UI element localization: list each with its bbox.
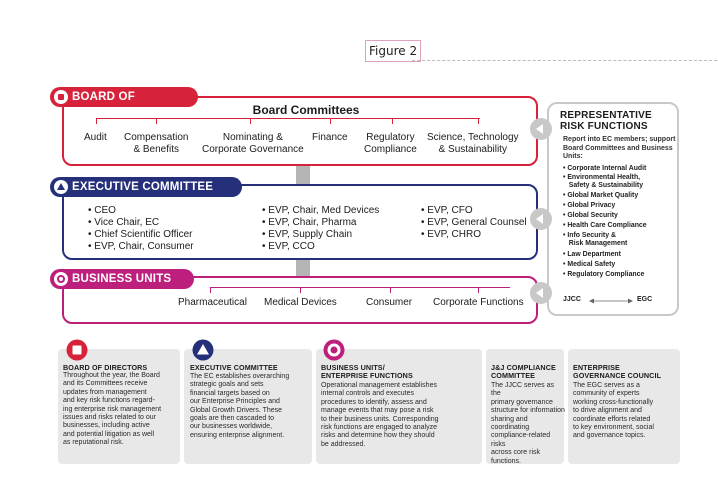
card-body: Operational management establishes internal controls and executes procedures to identify, assess and manage events that may pose a risk to their business units. Corresponding risk functions are engaged to analyze risks and determine how they should be addressed. bbox=[321, 382, 439, 448]
risk-function-item: • Info Security & bbox=[563, 232, 616, 239]
card-body: The JJCC serves as the primary governance structure for information sharing and coordinating compliance-related risks across core risk functions. bbox=[491, 382, 565, 465]
ec-member: • EVP, CCO bbox=[262, 241, 315, 252]
ec-member: • EVP, Supply Chain bbox=[262, 229, 353, 240]
risk-function-item: Safety & Sustainability bbox=[563, 182, 644, 189]
business-unit-tick bbox=[300, 287, 301, 293]
card-body: Throughout the year, the Board and its Committees receive updates from management and key risk functions regard- ing enterprise risk management issues and risks related to our businesses, including active and potential litigation as well as reputational risk. bbox=[63, 372, 162, 447]
business-unit: Corporate Functions bbox=[433, 297, 524, 308]
risk-function-item: • Health Care Compliance bbox=[563, 222, 647, 229]
risk-function-item: • Medical Safety bbox=[563, 261, 616, 268]
committee-tick bbox=[392, 118, 393, 124]
board-title: BOARD OF DIRECTORS bbox=[72, 91, 142, 123]
ec-member: • EVP, Chair, Consumer bbox=[88, 241, 194, 252]
figure-caption: Figure 2 bbox=[365, 40, 421, 62]
committees-connector-line bbox=[96, 118, 480, 119]
business-unit-tick bbox=[478, 287, 479, 293]
committee-science: Science, Technology & Sustainability bbox=[427, 132, 519, 155]
card-body: The EC establishes overarching strategic goals and sets financial targets based on our Enterprise Principles and Global Growth Drivers. These goals are then cascaded to our businesses worldwide, ensuring enterprise alignment. bbox=[190, 373, 290, 439]
square-icon bbox=[66, 339, 88, 361]
committee-compensation: Compensation & Benefits bbox=[124, 132, 189, 155]
card-title: BUSINESS UNITS/ ENTERPRISE FUNCTIONS bbox=[321, 363, 413, 381]
committee-tick bbox=[330, 118, 331, 124]
card-body: The EGC serves as a community of experts working cross-functionally to drive alignment and coordinate efforts related to key environment, social and governance topics. bbox=[573, 382, 654, 440]
ec-member: • CEO bbox=[88, 205, 116, 216]
committee-tick bbox=[250, 118, 251, 124]
committee-finance: Finance bbox=[312, 132, 348, 143]
connector-board-ec bbox=[296, 166, 310, 184]
arrow-left-icon bbox=[530, 208, 552, 230]
risk-function-item: • Environmental Health, bbox=[563, 174, 641, 181]
executive-committee-header bbox=[50, 177, 242, 197]
card-title: J&J COMPLIANCE COMMITTEE bbox=[491, 363, 556, 381]
ec-member: • EVP, Chair, Pharma bbox=[262, 217, 357, 228]
arrow-left-icon bbox=[530, 282, 552, 304]
board-of-directors-header bbox=[50, 87, 198, 123]
board-committees-title: Board Committees bbox=[252, 103, 360, 117]
business-units-title: BUSINESS UNITS bbox=[72, 273, 172, 285]
arrow-left-icon bbox=[530, 118, 552, 140]
risk-function-item: • Regulatory Compliance bbox=[563, 271, 645, 278]
ec-member: • Vice Chair, EC bbox=[88, 217, 160, 228]
business-units-header bbox=[50, 269, 194, 289]
double-arrow-icon bbox=[589, 298, 633, 304]
committee-audit: Audit bbox=[84, 132, 107, 143]
business-units-connector-line bbox=[210, 287, 510, 288]
ec-member: • EVP, CHRO bbox=[421, 229, 481, 240]
jjcc-label: JJCC bbox=[563, 296, 581, 303]
triangle-icon bbox=[54, 180, 68, 194]
risk-function-item: • Global Market Quality bbox=[563, 192, 639, 199]
card-title: BOARD OF DIRECTORS bbox=[63, 363, 148, 372]
circle-icon bbox=[54, 272, 68, 286]
risk-functions-subtitle: Report into EC members; support Board Committees and Business Units: bbox=[563, 136, 676, 161]
risk-functions-title: REPRESENTATIVE RISK FUNCTIONS bbox=[560, 110, 652, 132]
business-unit: Consumer bbox=[366, 297, 413, 308]
egc-label: EGC bbox=[637, 296, 653, 303]
risk-function-item: • Global Privacy bbox=[563, 202, 616, 209]
ec-member: • Chief Scientific Officer bbox=[88, 229, 193, 240]
connector-ec-bu bbox=[296, 260, 310, 276]
business-unit: Medical Devices bbox=[264, 297, 337, 308]
business-unit-tick bbox=[210, 287, 211, 293]
ec-member: • EVP, Chair, Med Devices bbox=[262, 205, 380, 216]
committee-tick bbox=[478, 118, 479, 124]
circle-icon bbox=[323, 339, 345, 361]
committee-nominating: Nominating & Corporate Governance bbox=[202, 132, 304, 155]
committee-tick bbox=[156, 118, 157, 124]
risk-function-item: • Corporate Internal Audit bbox=[563, 165, 647, 172]
ec-member: • EVP, General Counsel bbox=[421, 217, 527, 228]
committee-tick bbox=[96, 118, 97, 124]
risk-function-item: • Global Security bbox=[563, 212, 618, 219]
caption-divider bbox=[412, 60, 717, 61]
ec-member: • EVP, CFO bbox=[421, 205, 473, 216]
executive-title: EXECUTIVE COMMITTEE bbox=[72, 181, 214, 193]
triangle-icon bbox=[192, 339, 214, 361]
risk-function-item: • Law Department bbox=[563, 251, 621, 258]
square-icon bbox=[54, 90, 68, 104]
business-unit-tick bbox=[390, 287, 391, 293]
committee-regulatory: Regulatory Compliance bbox=[364, 132, 417, 155]
card-title: EXECUTIVE COMMITTEE bbox=[190, 363, 278, 372]
risk-function-item: Risk Management bbox=[563, 240, 628, 247]
card-title: ENTERPRISE GOVERNANCE COUNCIL bbox=[573, 363, 662, 381]
business-unit: Pharmaceutical bbox=[178, 297, 247, 308]
